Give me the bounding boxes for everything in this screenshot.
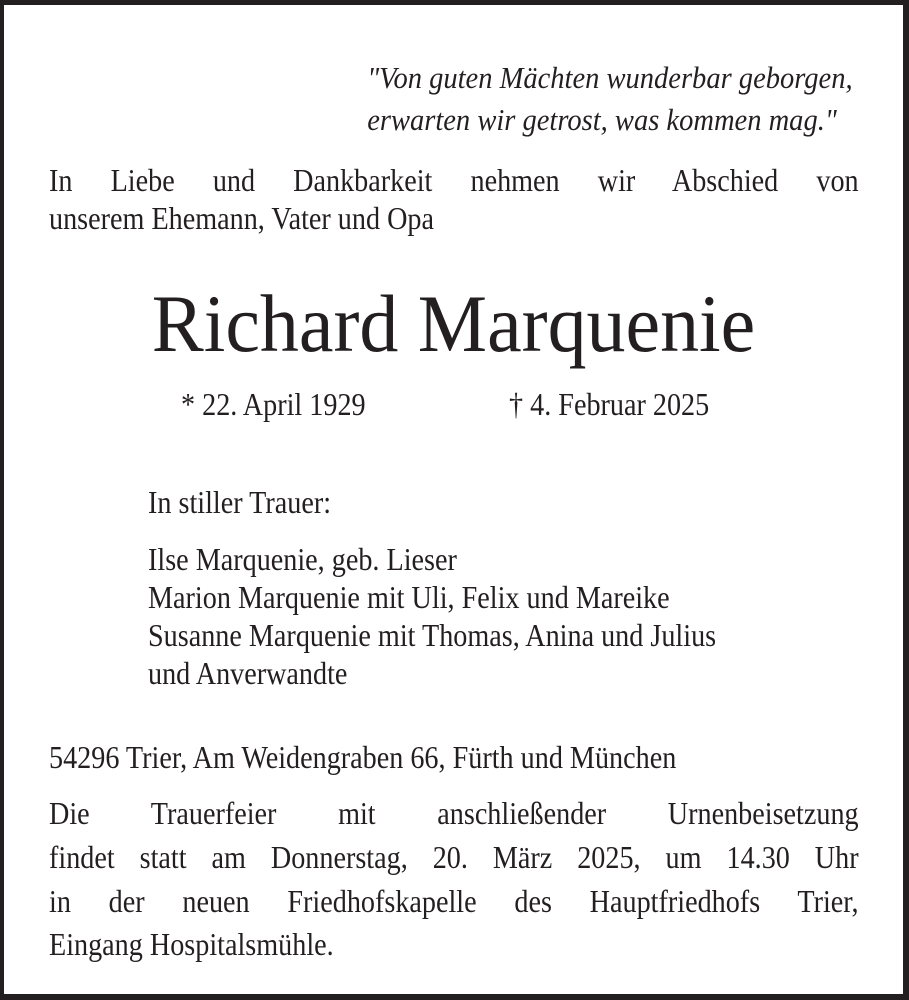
deceased-name: Richard Marquenie [151, 278, 756, 369]
quote-line-2: erwarten wir getrost, was kommen mag." [367, 102, 838, 137]
ceremony-line-3: in der neuen Friedhofskapelle des Hauptfriedhofs Trier, [49, 883, 859, 919]
ceremony-line-1: Die Trauerfeier mit anschließender Urnenbeisetzung [49, 795, 859, 831]
mourners-heading: In stiller Trauer: [148, 484, 332, 520]
mourner-3: Susanne Marquenie mit Thomas, Anina und Julius [148, 617, 717, 653]
intro-line-1: In Liebe und Dankbarkeit nehmen wir Abschied von [49, 162, 859, 198]
ceremony-line-4: Eingang Hospitalsmühle. [49, 926, 334, 962]
mourner-2: Marion Marquenie mit Uli, Felix und Mareike [148, 579, 670, 615]
birth-date: * 22. April 1929 [181, 386, 366, 422]
intro-line-2: unserem Ehemann, Vater und Opa [49, 200, 434, 236]
address: 54296 Trier, Am Weidengraben 66, Fürth und München [49, 739, 677, 775]
mourner-1: Ilse Marquenie, geb. Lieser [148, 541, 457, 577]
quote [368, 57, 853, 141]
ceremony-line-2: findet statt am Donnerstag, 20. März 2025, um 14.30 Uhr [49, 839, 859, 875]
death-date: † 4. Februar 2025 [509, 386, 710, 422]
mourner-4: und Anverwandte [148, 655, 348, 691]
quote-line-1: "Von guten Mächten wunderbar geborgen, [367, 60, 853, 95]
